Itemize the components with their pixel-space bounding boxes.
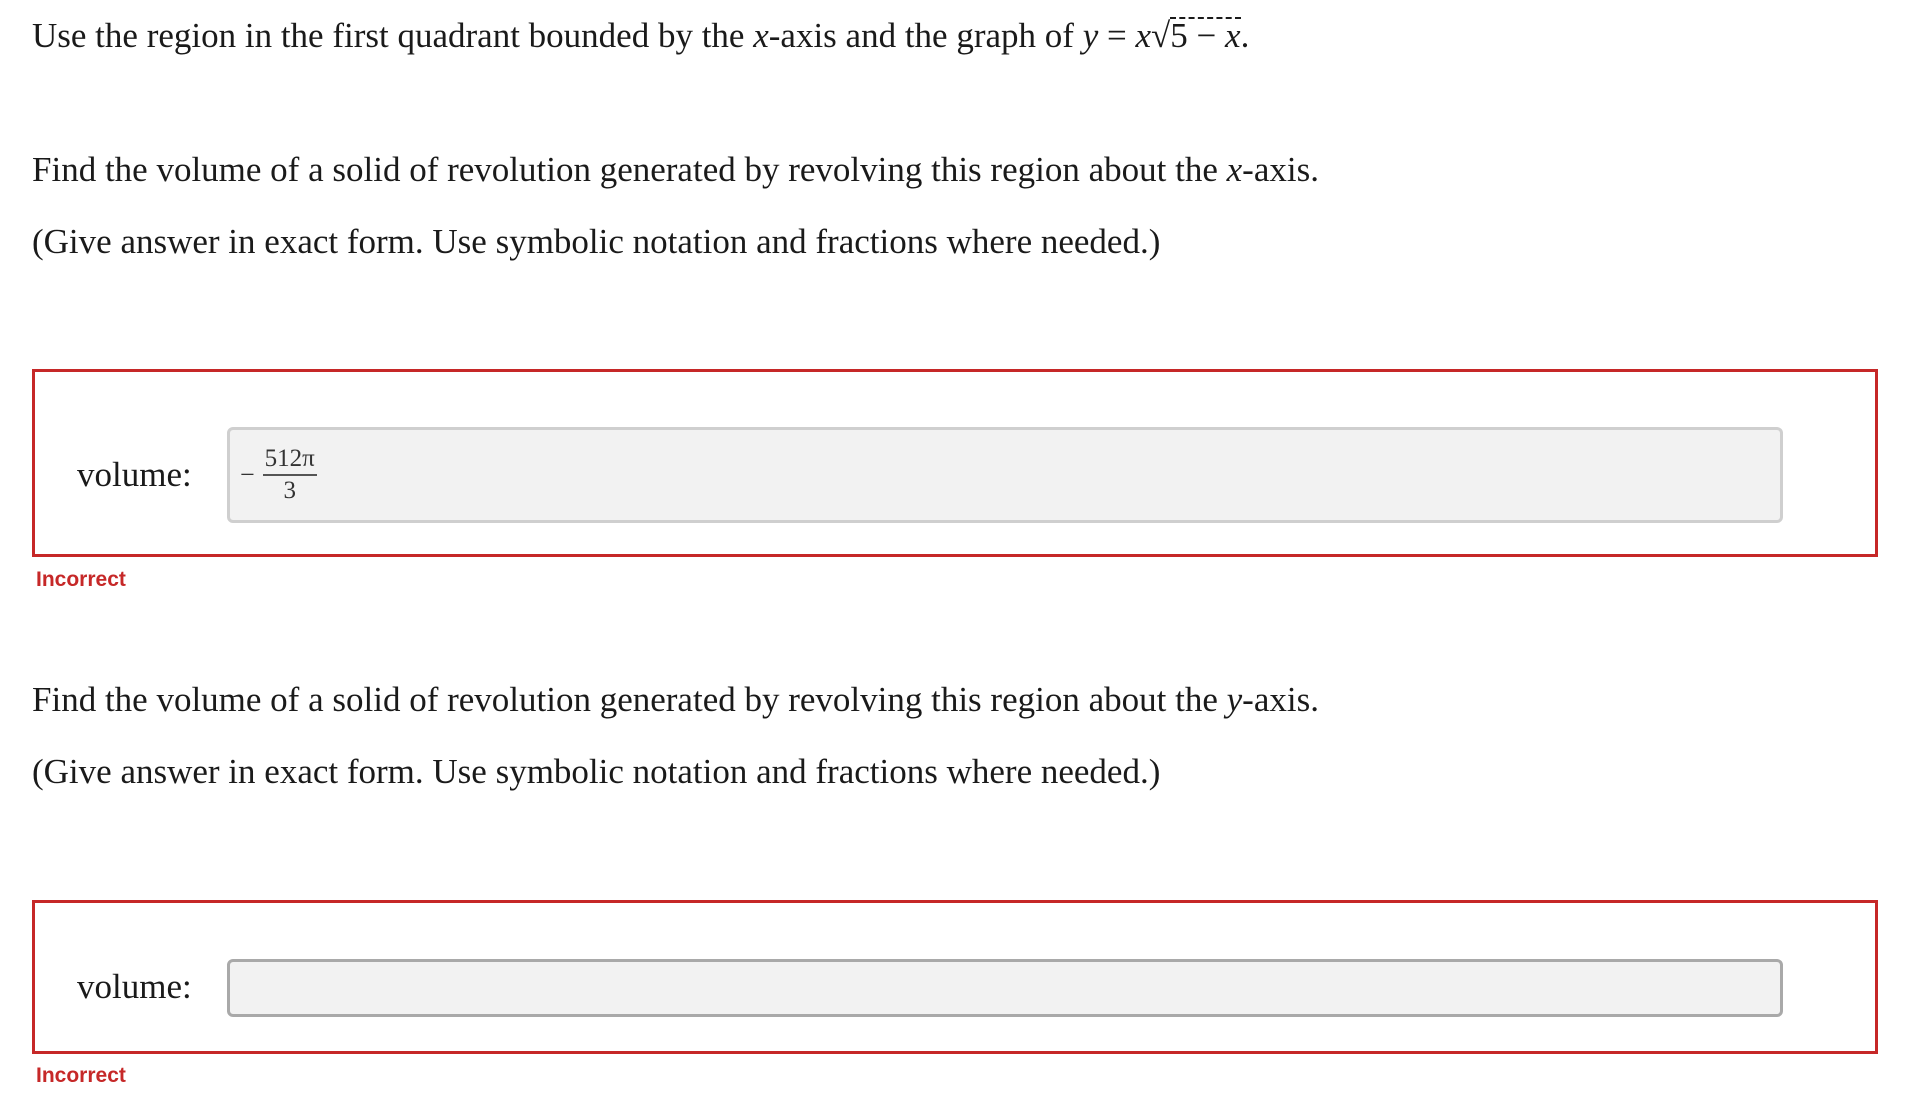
intro-equals: =: [1107, 16, 1127, 55]
intro-x-variable: x: [753, 16, 769, 55]
question-x-instructions: (Give answer in exact form. Use symbolic notation and fractions where needed.): [32, 222, 1161, 261]
question-y-prompt: [32, 680, 1319, 720]
question-x-prompt: [32, 150, 1319, 190]
intro-middle: -axis and the graph of: [768, 16, 1074, 55]
question-y-axis-variable: y: [1226, 680, 1243, 719]
intro-period: .: [1240, 16, 1250, 55]
answer-numerator: 512π: [263, 445, 317, 476]
radicand-number: 5: [1170, 16, 1188, 55]
question-x-prompt-suffix: -axis.: [1242, 150, 1319, 189]
answer-box-y: [32, 900, 1878, 1054]
sqrt-icon: √: [1151, 16, 1171, 55]
answer-negative-sign: −: [240, 460, 255, 489]
answer-denominator: 3: [283, 477, 296, 504]
answer-fraction: [263, 445, 317, 505]
intro-y-variable: y: [1082, 16, 1099, 55]
square-root: [1151, 16, 1241, 56]
volume-label-x: volume:: [77, 455, 192, 494]
problem-statement: [32, 16, 1249, 56]
question-x-prompt-prefix: Find the volume of a solid of revolution generated by revolving this region about the: [32, 150, 1218, 189]
status-incorrect-x: Incorrect: [36, 568, 126, 591]
answer-box-x: [32, 369, 1878, 557]
answer-expression-x: [240, 430, 317, 520]
volume-input-x[interactable]: [227, 427, 1783, 523]
question-y-instructions: (Give answer in exact form. Use symbolic notation and fractions where needed.): [32, 752, 1161, 791]
volume-input-y[interactable]: [227, 959, 1783, 1017]
intro-prefix: Use the region in the first quadrant bounded by the: [32, 16, 745, 55]
radicand-operator: −: [1196, 16, 1217, 55]
question-y-prompt-suffix: -axis.: [1242, 680, 1319, 719]
radicand: [1170, 17, 1240, 53]
volume-label-y: volume:: [77, 967, 192, 1006]
status-incorrect-y: Incorrect: [36, 1064, 126, 1087]
question-y-prompt-prefix: Find the volume of a solid of revolution generated by revolving this region about the: [32, 680, 1218, 719]
intro-x-coefficient: x: [1135, 16, 1152, 55]
radicand-variable: x: [1225, 16, 1241, 55]
question-x-axis-variable: x: [1226, 150, 1243, 189]
